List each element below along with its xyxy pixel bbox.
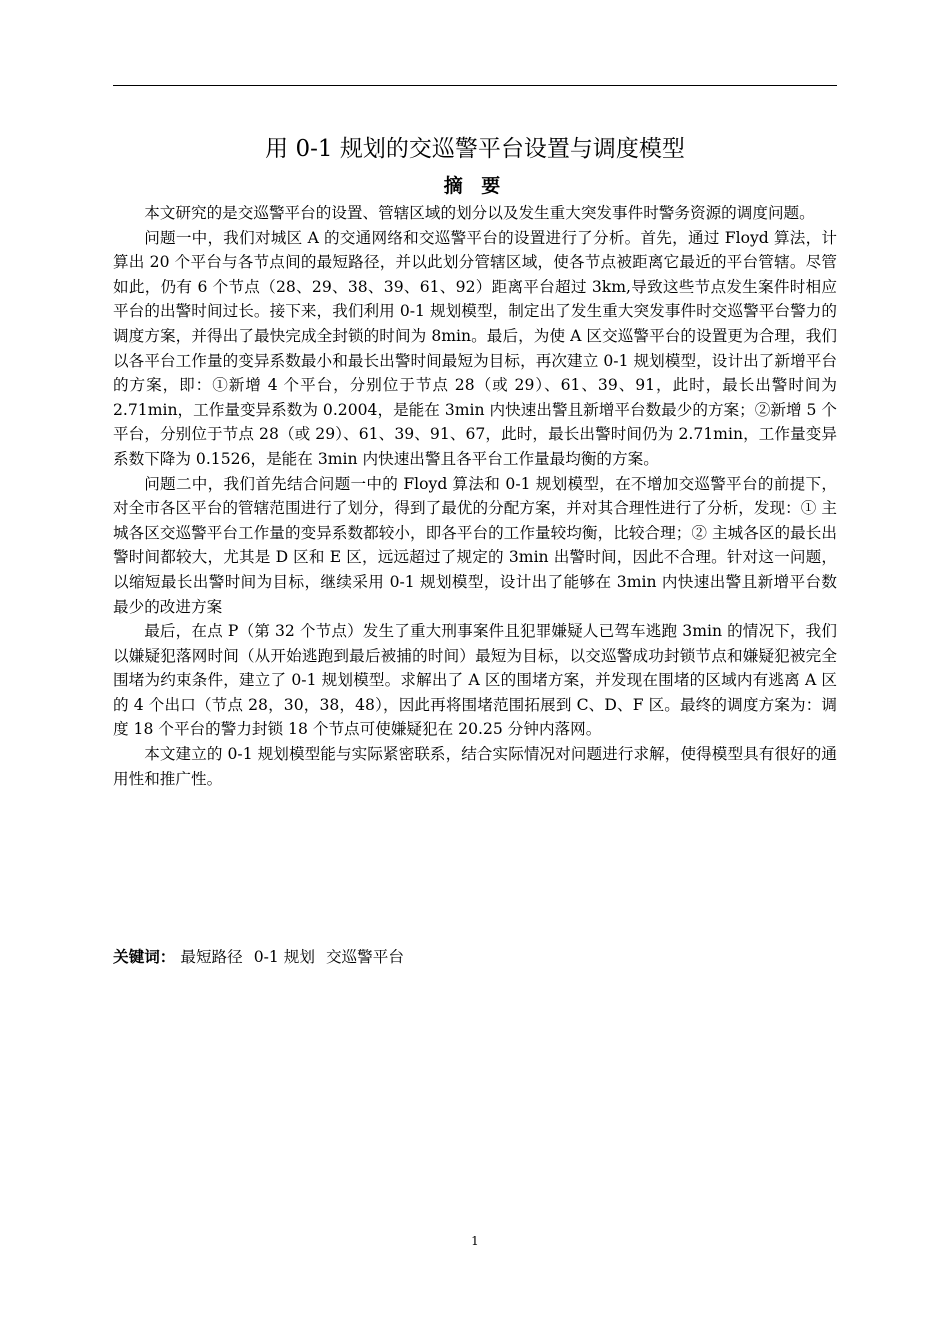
abstract-body bbox=[113, 201, 837, 791]
paper-title: 用 0-1 规划的交巡警平台设置与调度模型 bbox=[265, 136, 685, 162]
abstract-heading: 摘 要 bbox=[443, 175, 507, 197]
keyword: 交巡警平台 bbox=[325, 948, 404, 966]
keywords-label: 关键词： bbox=[113, 948, 176, 966]
abstract-paragraph: 本文建立的 0-1 规划模型能与实际紧密联系，结合实际情况对问题进行求解，使得模型具有很好的通用性和推广性。 bbox=[113, 745, 837, 788]
page-number: 1 bbox=[471, 1234, 479, 1248]
keyword: 最短路径 bbox=[180, 948, 243, 966]
header-rule bbox=[113, 85, 837, 86]
abstract-paragraph: 问题一中，我们对城区 A 的交通网络和交巡警平台的设置进行了分析。首先，通过 Floyd 算法，计算出 20 个平台与各节点间的最短路径，并以此划分管辖区域，使各节点被距离它最近的平台管辖。尽管如此，仍有 6 个节点（28、29、38、39、61、92）距离平台超过 3km,导致这些节点发生案件时相应平台的出警时间过长。接下来，我们利用 0-1 规划模型，制定出了发生重大突发事件时交巡警平台警力的调度方案，并得出了最快完成全封锁的时间为 8min。最后，为使 A 区交巡警平台的设置更为合理，我们以各平台工作量的变异系数最小和最长出警时间最短为目标，再次建立 0-1 规划模型，设计出了新增平台的方案，即：①新增 4 个平台，分别位于节点 28（或 29）、61、39、91，此时，最长出警时间为 2.71min，工作量变异系数为 0.2004，是能在 3min 内快速出警且新增平台数最少的方案；②新增 5 个平台，分别位于节点 28（或 29）、61、39、91、67，此时，最长出警时间仍为 2.71min，工作量变异系数下降为 0.1526，是能在 3min 内快速出警且各平台工作量最均衡的方案。 bbox=[113, 228, 837, 468]
abstract-paragraph: 问题二中，我们首先结合问题一中的 Floyd 算法和 0-1 规划模型，在不增加交巡警平台的前提下，对全市各区平台的管辖范围进行了划分，得到了最优的分配方案，并对其合理性进行了分析，发现：① 主城各区交巡警平台工作量的变异系数都较小，即各平台的工作量较均衡，比较合理；② 主城各区的最长出警时间都较大，尤其是 D 区和 E 区，远远超过了规定的 3min 出警时间，因此不合理。针对这一问题，以缩短最长出警时间为目标，继续采用 0-1 规划模型，设计出了能够在 3min 内快速出警且新增平台数最少的改进方案 bbox=[113, 474, 837, 616]
abstract-paragraph: 最后，在点 P（第 32 个节点）发生了重大刑事案件且犯罪嫌疑人已驾车逃跑 3min 的情况下，我们以嫌疑犯落网时间（从开始逃跑到最后被捕的时间）最短为目标，以交巡警成功封锁节点和嫌疑犯被完全围堵为约束条件，建立了 0-1 规划模型。求解出了 A 区的围堵方案，并发现在围堵的区域内有逃离 A 区的 4 个出口（节点 28，30，38，48），因此再将围堵范围拓展到 C、D、F 区。最终的调度方案为：调度 18 个平台的警力封锁 18 个节点可使嫌疑犯在 20.25 分钟内落网。 bbox=[113, 622, 837, 739]
keywords-line bbox=[113, 945, 837, 969]
keyword: 0-1 规划 bbox=[253, 948, 315, 966]
abstract-paragraph: 本文研究的是交巡警平台的设置、管辖区域的划分以及发生重大突发事件时警务资源的调度问题。 bbox=[144, 204, 815, 222]
